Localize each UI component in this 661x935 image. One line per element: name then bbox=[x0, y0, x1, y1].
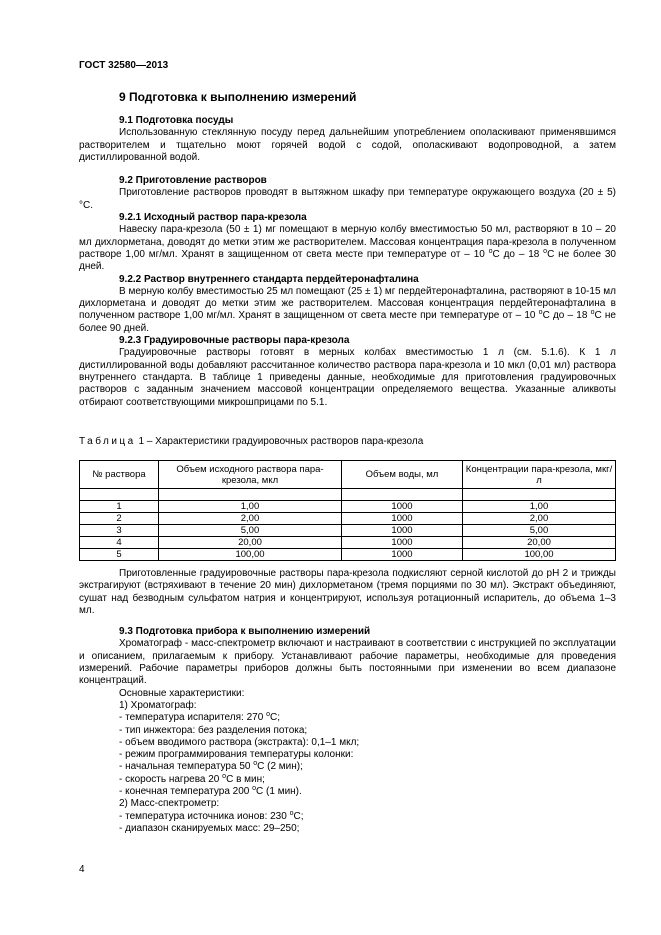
list-item: 2) Масс-спектрометр: bbox=[119, 798, 220, 810]
table-caption: Таблица 1 – Характеристики градуировочных растворов пара-крезола bbox=[79, 436, 424, 447]
list-item: - скорость нагрева 20 $^о$С в мин; bbox=[119, 772, 265, 785]
subsection-title-9-2-2: 9.2.2 Раствор внутреннего стандарта пердейтеронафталина bbox=[119, 273, 419, 285]
list-item: 1) Хроматограф: bbox=[119, 699, 197, 711]
subsection-title-9-1: 9.1 Подготовка посуды bbox=[119, 115, 234, 126]
table-row bbox=[80, 512, 616, 524]
list-item: - тип инжектора: без разделения потока; bbox=[119, 724, 308, 736]
table-cell: 1 bbox=[80, 500, 159, 512]
table-header-row bbox=[80, 461, 616, 489]
list-item: - объем вводимого раствора (экстракта): 0,1–1 мкл; bbox=[119, 736, 360, 748]
document-header: ГОСТ 32580—2013 bbox=[79, 60, 169, 71]
table-header-cell: Концентрации пара-крезола, мкг/л bbox=[463, 461, 616, 489]
table-header-cell: Объем воды, мл bbox=[342, 461, 463, 489]
table-cell: 2 bbox=[80, 512, 159, 524]
subsection-title-9-2: 9.2 Приготовление растворов bbox=[119, 175, 267, 187]
list-item: - режим программирования температуры колонки: bbox=[119, 749, 354, 761]
table-row bbox=[80, 536, 616, 548]
list-item: Основные характеристики: bbox=[119, 687, 245, 699]
table-cell: 20,00 bbox=[159, 536, 342, 548]
section-9 bbox=[79, 90, 616, 409]
paragraph-9-2-2: В мерную колбу вместимостью 25 мл помещают (25 ± 1) мг пердейтеронафталина, растворяют в 10-15 мл дихлорметана и доводят до метки этим же растворителем. Массовая концентрация пердейтеронафталина в полученном растворе 1,00 мг/мл. Хранят в защищенном от света месте при температуре от – 10 $^о$С до – 18 $^о$С не более 90 дней. bbox=[79, 285, 616, 334]
table-cell: 1,00 bbox=[159, 500, 342, 512]
list-item: - температура испарителя: 270 $^о$С; bbox=[119, 711, 280, 724]
table-cell: 4 bbox=[80, 536, 159, 548]
list-item: - начальная температура 50 $^о$С (2 мин); bbox=[119, 760, 303, 773]
list-item: - температура источника ионов: 230 $^о$С; bbox=[119, 809, 304, 822]
table-cell: 1000 bbox=[342, 548, 463, 560]
table-header-cell: Объем исходного раствора пара-крезола, мкл bbox=[159, 461, 342, 489]
table-cell: 5,00 bbox=[463, 524, 616, 536]
table-cell: 1,00 bbox=[463, 500, 616, 512]
subsection-title-9-2-1: 9.2.1 Исходный раствор пара-крезола bbox=[119, 212, 307, 224]
paragraph-9-2-3: Градуировочные растворы готовят в мерных колбах вместимостью 1 л (см. 5.1.6). К 1 л дистиллированной воды добавляют рассчитанное количество раствора пара-крезола и 10 мкл (0,01 мл) раствора внутреннего стандарта. В таблице 1 приведены данные, необходимые для приготовления градуировочных растворов с заданным значением массовой концентрации определяемого вещества. Указанные аликвоты отбирают соответствующими микрошприцами по 5.1. bbox=[79, 347, 616, 408]
page-number: 4 bbox=[79, 864, 85, 875]
table-cell: 2,00 bbox=[463, 512, 616, 524]
table-cell: 1000 bbox=[342, 524, 463, 536]
table-header-cell: № раствора bbox=[80, 461, 159, 489]
table-cell: 1000 bbox=[342, 500, 463, 512]
list-item: - конечная температура 200 $^о$С (1 мин). bbox=[119, 785, 302, 798]
calibration-table bbox=[79, 460, 616, 561]
table-cell: 3 bbox=[80, 524, 159, 536]
subsection-title-9-3: 9.3 Подготовка прибора к выполнению измерений bbox=[119, 626, 371, 638]
table-row bbox=[80, 500, 616, 512]
paragraph-9-3: Хроматограф - масс-спектрометр включают и настраивают в соответствии с инструкцией по эксплуатации и описанием, прилагаемым к прибору. Устанавливают рабочие параметры, необходимые для проведения измерений. Рабочие параметры приборов должны быть постоянными при изменении во всем диапазоне концентраций. bbox=[79, 638, 616, 687]
table-cell: 5,00 bbox=[159, 524, 342, 536]
table-cell: 1000 bbox=[342, 536, 463, 548]
table-row bbox=[80, 524, 616, 536]
list-item: - диапазон сканируемых масс: 29–250; bbox=[119, 822, 300, 834]
paragraph-9-2-1: Навеску пара-крезола (50 ± 1) мг помещают в мерную колбу вместимостью 50 мл, растворяют в 10 – 20 мл дихлорметана, доводят до метки этим же растворителем. Массовая концентрация пара-крезола в полученном растворе 1,00 мг/мл. Хранят в защищенном от света месте при температуре от – 10 $^о$С до – 18 $^о$С не более 30 дней. bbox=[79, 224, 616, 273]
table-cell: 100,00 bbox=[463, 548, 616, 560]
table-cell: 1000 bbox=[342, 512, 463, 524]
after-table-block bbox=[79, 568, 616, 835]
table-cell: 100,00 bbox=[159, 548, 342, 560]
table-cell: 2,00 bbox=[159, 512, 342, 524]
paragraph-extraction: Приготовленные градуировочные растворы пара-крезола подкисляют серной кислотой до рН 2 и трижды экстрагируют (встряхивают в течение 20 мин) дихлорметаном (тремя порциями по 30 мл). Экстракт объединяют, сушат над безводным сульфатом натрия и концентрируют, используя ротационный испаритель, до объема 1–3 мл. bbox=[79, 568, 616, 616]
subsection-title-9-2-3: 9.2.3 Градуировочные растворы пара-крезола bbox=[119, 335, 350, 347]
table-row bbox=[80, 548, 616, 560]
section-title: 9 Подготовка к выполнению измерений bbox=[119, 90, 357, 104]
paragraph-9-1: Использованную стеклянную посуду перед дальнейшим употреблением ополаскивают применявшимся растворителем и тщательно моют горячей водой с содой, ополаскивают водопроводной, а затем дистиллированной водой. bbox=[79, 127, 616, 163]
paragraph-9-2: Приготовление растворов проводят в вытяжном шкафу при температуре окружающего воздуха (20 ± 5) °С. bbox=[79, 187, 616, 211]
table-cell: 20,00 bbox=[463, 536, 616, 548]
table-cell: 5 bbox=[80, 548, 159, 560]
